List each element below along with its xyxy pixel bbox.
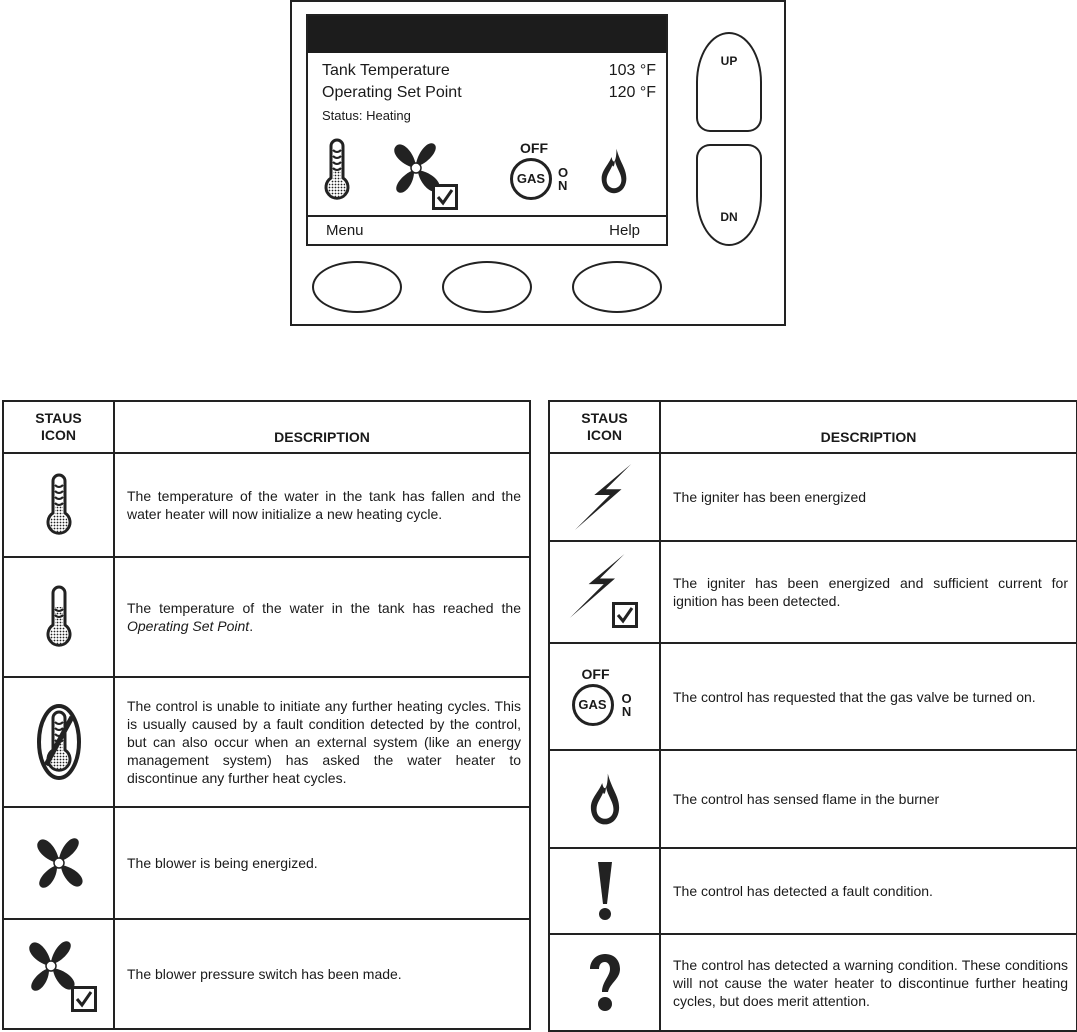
softkey-right-button[interactable] (572, 261, 662, 313)
table-row (3, 919, 530, 1029)
control-panel (290, 0, 786, 326)
row-description: The control has sensed flame in the burner (660, 750, 1077, 848)
thermometer-heating-icon (44, 473, 74, 537)
blower-check-icon (19, 934, 99, 1014)
table-row (549, 750, 1077, 848)
table-row (3, 677, 530, 807)
table-row (549, 453, 1077, 541)
row-description: The igniter has been energized and sufficient current for ignition has been detected. (660, 541, 1077, 643)
row-description: The temperature of the water in the tank has fallen and the water heater will now initialize a new heating cycle. (114, 453, 530, 557)
igniter-check-icon (566, 552, 644, 632)
table-row (3, 453, 530, 557)
row-description (114, 557, 530, 677)
gas-label: GAS (572, 684, 614, 726)
menu-softkey-label: Menu (326, 222, 364, 239)
operating-set-point-term: Operating Set Point (127, 618, 250, 634)
question-icon (588, 952, 622, 1014)
table-row (3, 807, 530, 919)
tank-temperature-row (322, 62, 656, 80)
down-button[interactable]: DN (696, 144, 762, 246)
gas-label: GAS (510, 158, 552, 200)
flame-icon (600, 146, 628, 196)
set-point-row (322, 84, 656, 102)
row-description: The control has detected a warning condition. These conditions will not cause the water heater to discontinue further heating cycles, but does merit attention. (660, 934, 1077, 1031)
status-icon-header (3, 401, 114, 453)
row-text-part: The temperature of the water in the tank has reached the (127, 600, 521, 616)
row-description: The control has detected a fault condition. (660, 848, 1077, 934)
gas-off-label: OFF (581, 665, 610, 682)
status-icon-table-right (548, 400, 1077, 1032)
gas-off-label: OFF (520, 140, 548, 156)
gas-valve-icon (570, 666, 640, 728)
thermometer-setpoint-icon (44, 585, 74, 649)
row-description: The control is unable to initiate any further heating cycles. This is usually caused by a fault condition detected by the control, but can also occur when an external system (like an energy management system) has asked the water heater to discontinue any further heat cycles. (114, 677, 530, 807)
status-text: Status: Heating (322, 108, 411, 123)
thermometer-heating-icon (322, 138, 352, 202)
table-row (549, 934, 1077, 1031)
table-header-row (3, 401, 530, 453)
lcd-screen (306, 14, 668, 246)
gas-on-o: O (558, 165, 569, 180)
help-softkey-label: Help (609, 222, 640, 239)
gas-on-n: N (621, 703, 632, 719)
softkey-middle-button[interactable] (442, 261, 532, 313)
status-icon-table-left (2, 400, 531, 1030)
table-header-row (549, 401, 1077, 453)
table-row (3, 557, 530, 677)
screen-footer-divider (308, 215, 666, 217)
gas-on-n: N (558, 178, 568, 193)
table-row (549, 643, 1077, 750)
row-description: The blower pressure switch has been made. (114, 919, 530, 1029)
blower-icon (27, 831, 91, 895)
check-box-icon (432, 184, 458, 210)
header-icon-line2: ICON (41, 427, 76, 443)
flame-icon (589, 771, 621, 827)
table-row (549, 541, 1077, 643)
igniter-icon (571, 462, 639, 532)
header-icon-line1: STAUS (35, 410, 82, 426)
gas-on-label (558, 166, 568, 192)
set-point-label: Operating Set Point (322, 84, 462, 101)
tank-temperature-value: 103 °F (608, 62, 656, 79)
description-header: DESCRIPTION (660, 401, 1077, 453)
row-text-part: . (249, 618, 254, 634)
row-description: The igniter has been energized (660, 453, 1077, 541)
row-description: The control has requested that the gas valve be turned on. (660, 643, 1077, 750)
table-row (549, 848, 1077, 934)
header-icon-line2: ICON (587, 427, 622, 443)
gas-valve-icon (508, 140, 578, 202)
gas-on-label (622, 692, 632, 718)
thermometer-disabled-icon (36, 703, 82, 781)
status-icon-header (549, 401, 660, 453)
softkey-left-button[interactable] (312, 261, 402, 313)
row-description: The blower is being energized. (114, 807, 530, 919)
header-icon-line1: STAUS (581, 410, 628, 426)
screen-header-bar (308, 16, 666, 53)
set-point-value: 120 °F (608, 84, 656, 101)
tank-temperature-label: Tank Temperature (322, 62, 450, 79)
exclamation-icon (595, 860, 615, 922)
up-button[interactable]: UP (696, 32, 762, 132)
description-header: DESCRIPTION (114, 401, 530, 453)
gas-on-o: O (621, 690, 632, 706)
